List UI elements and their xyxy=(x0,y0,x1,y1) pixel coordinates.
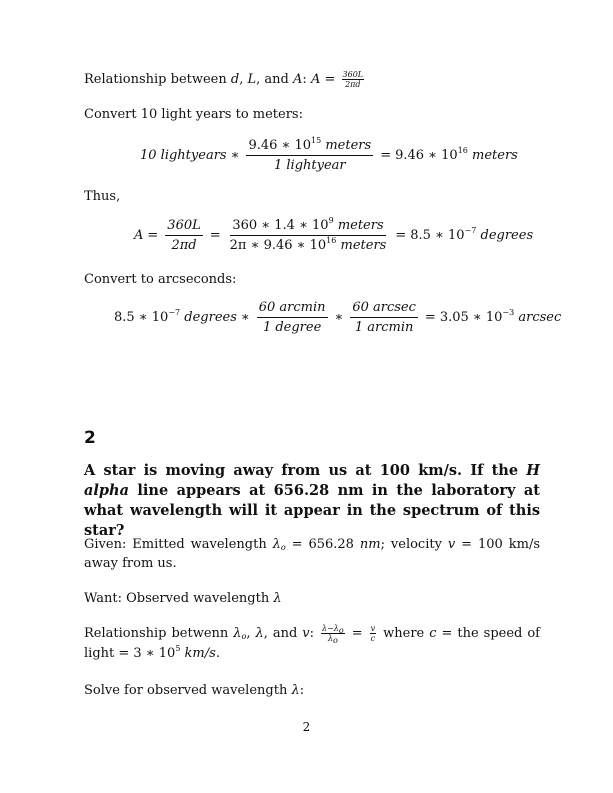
equals: = xyxy=(395,228,407,243)
question-italic: H alpha xyxy=(84,462,540,499)
equation-3 xyxy=(114,300,561,335)
var-A: A xyxy=(134,228,144,243)
relationship-line xyxy=(84,70,366,89)
convert-arcseconds-heading: Convert to arcseconds: xyxy=(84,272,237,287)
numerator-value: 360 ∗ 1.4 ∗ 10 xyxy=(232,218,329,233)
unit: arcsec xyxy=(518,310,562,325)
comma: , xyxy=(239,72,244,87)
convert-heading: Convert 10 light years to meters: xyxy=(84,107,303,122)
var-A: A xyxy=(293,72,303,87)
denominator-value: λ xyxy=(327,634,333,643)
rel-part: Relationship betwenn xyxy=(84,626,234,641)
fraction-numerator xyxy=(230,218,385,236)
unit: meters xyxy=(472,148,518,163)
given-text xyxy=(84,535,540,573)
rel-part: where xyxy=(378,626,430,641)
fraction-numerator: 60 arcsec xyxy=(350,300,418,318)
question-part: A star is moving away from us at 100 km/s. If the xyxy=(84,462,527,479)
times: ∗ xyxy=(230,148,240,163)
lhs-value: 8.5 ∗ 10 xyxy=(114,310,169,325)
var-v: v xyxy=(302,626,310,641)
subscript: o xyxy=(332,636,338,645)
exponent: −7 xyxy=(464,226,477,235)
colon: : xyxy=(309,626,320,641)
numerator-value: λ−λ xyxy=(322,624,339,633)
unit: meters xyxy=(340,238,387,253)
inline-fraction xyxy=(342,70,365,89)
eq-A: A xyxy=(310,72,321,87)
eq3-lhs xyxy=(114,310,237,325)
text: Relationship between xyxy=(84,72,227,87)
lambda: λ xyxy=(291,683,300,698)
fraction-denominator: 1 arcmin xyxy=(354,320,414,335)
exponent: −3 xyxy=(502,308,515,317)
want-part: Want: Observed wavelength xyxy=(84,591,274,606)
colon: : xyxy=(299,683,305,698)
fraction-numerator: 360L xyxy=(165,218,202,236)
given-part: = 656.28 xyxy=(285,537,360,552)
question-text xyxy=(84,461,540,541)
var-v: v xyxy=(447,537,456,552)
subscript: o xyxy=(241,632,247,641)
eq1-num-value: 9.46 ∗ 10 xyxy=(248,138,312,153)
fraction-denominator xyxy=(328,634,338,643)
exponent: 5 xyxy=(175,644,181,653)
inline-fraction-1 xyxy=(321,624,345,643)
fraction-denominator: 2πd xyxy=(345,80,361,89)
unit: km/s xyxy=(184,646,216,661)
exponent: 15 xyxy=(311,136,322,145)
lambda: λ xyxy=(255,626,264,641)
var-c: c xyxy=(429,626,437,641)
eq3-rhs xyxy=(440,310,561,325)
fraction-denominator: c xyxy=(370,634,376,643)
fraction-denominator: 1 degree xyxy=(262,320,322,335)
subscript: o xyxy=(338,626,344,635)
given-part: = 100 km/s away from us. xyxy=(84,537,540,571)
unit: meters xyxy=(337,218,384,233)
fraction-numerator xyxy=(321,624,345,634)
solve-text xyxy=(84,682,304,699)
eq1-rhs-value: 9.46 ∗ 10 xyxy=(395,148,458,163)
equals: = xyxy=(147,228,159,243)
section-number: 2 xyxy=(84,428,96,448)
rel-part: = the speed of light = 3 ∗ 10 xyxy=(84,626,540,661)
eq2-fraction-2 xyxy=(228,218,389,253)
fraction-numerator: v xyxy=(370,624,376,633)
want-text xyxy=(84,590,282,607)
eq1-numerator xyxy=(246,138,373,156)
var-d: d xyxy=(230,72,240,87)
fraction-denominator xyxy=(228,236,389,253)
eq1-fraction xyxy=(246,138,373,173)
colon: : xyxy=(302,72,307,87)
unit: degrees xyxy=(480,228,534,243)
rhs-value: 3.05 ∗ 10 xyxy=(439,310,503,325)
eq1-rhs xyxy=(395,148,518,163)
unit: meters xyxy=(325,138,372,153)
relationship-2-text xyxy=(84,624,540,664)
eq3-fraction-2 xyxy=(350,300,418,335)
eq1-denominator: 1 lightyear xyxy=(273,158,346,173)
given-part: Given: Emitted wavelength xyxy=(84,537,273,552)
equation-2 xyxy=(134,218,533,253)
times: ∗ xyxy=(334,310,344,325)
equals: = xyxy=(209,228,221,243)
exponent: 16 xyxy=(457,146,468,155)
and-text: , and xyxy=(263,626,303,641)
comma: , xyxy=(246,626,256,641)
times: ∗ xyxy=(240,310,250,325)
given-part: ; velocity xyxy=(380,537,448,552)
equals: = xyxy=(424,310,436,325)
exponent: 16 xyxy=(326,236,337,245)
page-number: 2 xyxy=(302,720,311,734)
eq1-lhs: 10 lightyears xyxy=(140,148,227,163)
fraction-numerator: 60 arcmin xyxy=(257,300,328,318)
eq2-fraction-1 xyxy=(165,218,202,253)
equals: = xyxy=(380,148,392,163)
lambda: λ xyxy=(233,626,242,641)
eq3-fraction-1 xyxy=(257,300,328,335)
period: . xyxy=(215,646,220,661)
subscript: o xyxy=(280,543,286,552)
fraction-denominator: 2πd xyxy=(171,238,197,253)
equals: = xyxy=(351,626,363,641)
unit: degrees xyxy=(184,310,237,325)
unit: nm xyxy=(359,537,381,552)
equals: = xyxy=(324,72,336,87)
fraction-numerator: 360L xyxy=(342,70,364,79)
inline-fraction-2 xyxy=(370,624,377,643)
exponent: −7 xyxy=(168,308,181,317)
denominator-value: 2π ∗ 9.46 ∗ 10 xyxy=(229,238,327,253)
and-text: , and xyxy=(256,72,289,87)
lambda: λ xyxy=(272,537,281,552)
eq2-rhs xyxy=(410,228,533,243)
lambda: λ xyxy=(273,591,282,606)
exponent: 9 xyxy=(328,216,334,225)
var-L: L xyxy=(247,72,257,87)
thus-text: Thus, xyxy=(84,189,121,204)
solve-part: Solve for observed wavelength xyxy=(84,683,292,698)
rhs-value: 8.5 ∗ 10 xyxy=(410,228,465,243)
equation-1 xyxy=(140,138,518,173)
question-part: line appears at 656.28 nm in the laboratory at what wavelength will it appear in the spectrum of this star? xyxy=(84,482,540,539)
